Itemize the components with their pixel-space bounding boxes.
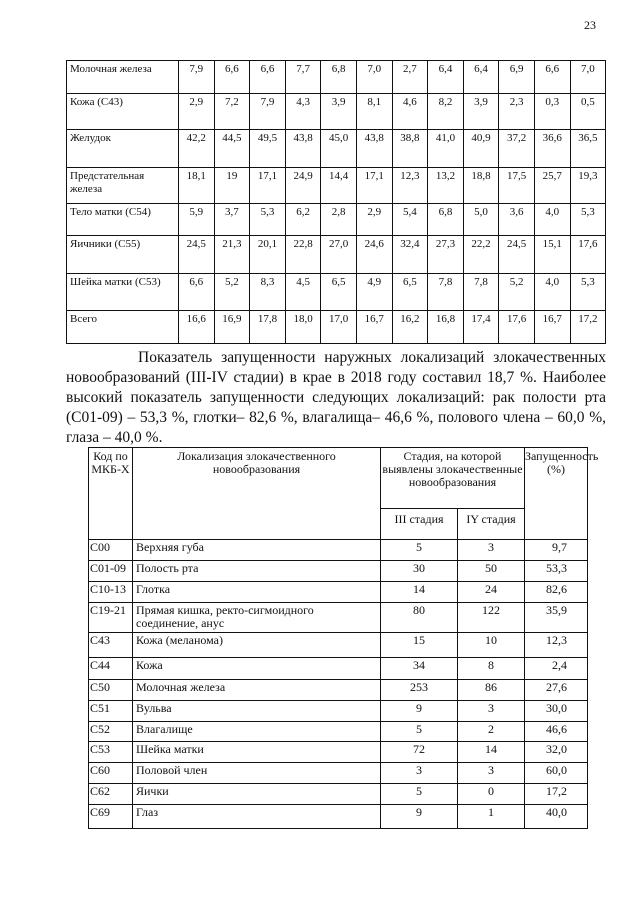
localization-cell: Влагалище	[133, 722, 381, 742]
cell-value: 43,8	[285, 130, 321, 168]
cell-value: 45,0	[321, 130, 357, 168]
table-row	[89, 722, 588, 742]
cell-value: 17,1	[250, 168, 286, 204]
neglect-cell: 12,3	[525, 633, 588, 658]
neglect-cell: 35,9	[525, 603, 588, 633]
table-row	[67, 274, 606, 311]
cell-value: 5,3	[250, 204, 286, 236]
cell-value: 2,8	[321, 204, 357, 236]
cell-value: 7,0	[570, 61, 606, 94]
cell-value: 4,9	[356, 274, 392, 311]
code-cell: С00	[89, 540, 133, 561]
cell-value: 6,4	[428, 61, 464, 94]
cell-value: 16,6	[179, 311, 215, 344]
cell-value: 25,7	[534, 168, 570, 204]
header-stage-3: III стадия	[381, 509, 458, 540]
cell-value: 24,5	[179, 236, 215, 274]
stage-3-cell: 34	[381, 658, 458, 680]
localization-cell: Молочная железа	[133, 680, 381, 701]
cell-value: 4,0	[534, 204, 570, 236]
row-label: Тело матки (С54)	[67, 204, 179, 236]
cell-value: 17,2	[570, 311, 606, 344]
cell-value: 6,9	[499, 61, 535, 94]
neglect-cell: 40,0	[525, 805, 588, 829]
neglect-cell: 30,0	[525, 701, 588, 722]
cell-value: 17,4	[463, 311, 499, 344]
neglect-cell: 82,6	[525, 582, 588, 603]
table-row	[89, 701, 588, 722]
cell-value: 5,0	[463, 204, 499, 236]
cell-value: 4,3	[285, 94, 321, 130]
cell-value: 15,1	[534, 236, 570, 274]
code-cell: С10-13	[89, 582, 133, 603]
table-row	[89, 540, 588, 561]
neglect-cell: 2,4	[525, 658, 588, 680]
cell-value: 5,2	[499, 274, 535, 311]
code-cell: С69	[89, 805, 133, 829]
row-label: Желудок	[67, 130, 179, 168]
cell-value: 16,7	[534, 311, 570, 344]
localization-table	[88, 447, 599, 829]
page-number: 23	[584, 18, 596, 32]
table-row	[89, 582, 588, 603]
code-cell: С52	[89, 722, 133, 742]
neglect-cell: 27,6	[525, 680, 588, 701]
cell-value: 7,7	[285, 61, 321, 94]
cell-value: 7,8	[463, 274, 499, 311]
cell-value: 7,9	[250, 94, 286, 130]
stage-3-cell: 30	[381, 561, 458, 582]
cell-value: 8,3	[250, 274, 286, 311]
cell-value: 17,1	[356, 168, 392, 204]
cell-value: 32,4	[392, 236, 428, 274]
neglect-cell: 60,0	[525, 763, 588, 784]
cell-value: 40,9	[463, 130, 499, 168]
cell-value: 2,7	[392, 61, 428, 94]
header-localization: Локализация злокачественного новообразования	[133, 448, 381, 540]
cell-value: 14,4	[321, 168, 357, 204]
neglect-cell: 53,3	[525, 561, 588, 582]
cell-value: 5,2	[214, 274, 250, 311]
stage-3-cell: 9	[381, 805, 458, 829]
cell-value: 4,0	[534, 274, 570, 311]
table-row	[89, 805, 588, 829]
cell-value: 17,5	[499, 168, 535, 204]
stage-4-cell: 50	[458, 561, 525, 582]
code-cell: С51	[89, 701, 133, 722]
table-row	[89, 561, 588, 582]
cell-value: 6,8	[428, 204, 464, 236]
table-row	[89, 658, 588, 680]
cell-value: 3,7	[214, 204, 250, 236]
stage-3-cell: 253	[381, 680, 458, 701]
cell-value: 0,5	[570, 94, 606, 130]
stage-4-cell: 14	[458, 742, 525, 763]
table-row	[67, 61, 606, 94]
cell-value: 20,1	[250, 236, 286, 274]
stage-3-cell: 14	[381, 582, 458, 603]
cell-value: 41,0	[428, 130, 464, 168]
stage-4-cell: 86	[458, 680, 525, 701]
cell-value: 38,8	[392, 130, 428, 168]
stage-3-cell: 15	[381, 633, 458, 658]
stage-4-cell: 3	[458, 540, 525, 561]
row-label: Яичники (С55)	[67, 236, 179, 274]
neglect-cell: 46,6	[525, 722, 588, 742]
cell-value: 6,2	[285, 204, 321, 236]
cell-value: 2,9	[179, 94, 215, 130]
cell-value: 2,9	[356, 204, 392, 236]
neglect-cell: 9,7	[525, 540, 588, 561]
stage-3-cell: 5	[381, 784, 458, 805]
header-stage-4: IY стадия	[458, 509, 525, 540]
table-row	[89, 680, 588, 701]
cell-value: 18,1	[179, 168, 215, 204]
stage-4-cell: 0	[458, 784, 525, 805]
localization-cell: Кожа (меланома)	[133, 633, 381, 658]
localization-cell: Шейка матки	[133, 742, 381, 763]
cell-value: 7,0	[356, 61, 392, 94]
cell-value: 5,3	[570, 274, 606, 311]
table-row	[67, 94, 606, 130]
localization-cell: Полость рта	[133, 561, 381, 582]
cell-value: 43,8	[356, 130, 392, 168]
cell-value: 17,0	[321, 311, 357, 344]
cell-value: 3,6	[499, 204, 535, 236]
table-row	[67, 130, 606, 168]
cell-value: 12,3	[392, 168, 428, 204]
cell-value: 18,8	[463, 168, 499, 204]
code-cell: С50	[89, 680, 133, 701]
cell-value: 6,6	[214, 61, 250, 94]
table-row	[89, 742, 588, 763]
table-row	[89, 784, 588, 805]
cell-value: 19,3	[570, 168, 606, 204]
table-row	[67, 204, 606, 236]
code-cell: С44	[89, 658, 133, 680]
row-label: Шейка матки (С53)	[67, 274, 179, 311]
stage-4-cell: 10	[458, 633, 525, 658]
table-row	[67, 311, 606, 344]
paragraph-text: Показатель запущенности наружных локализаций злокачественных новообразований (III-IV стадии) в крае в 2018 году составил 18,7 %. Наиболее высокий показатель запущенности следующих локализаций: рак полости рта (С01-09) – 53,3 %, глотки– 82,6 %, влагалища– 46,6 %, полового члена – 60,0 %, глаза – 40,0 %.	[66, 349, 606, 446]
neglect-cell: 17,2	[525, 784, 588, 805]
cell-value: 16,8	[428, 311, 464, 344]
header-code: Код по МКБ-Х	[89, 448, 133, 540]
stage-4-cell: 122	[458, 603, 525, 633]
header-stage: Стадия, на которой выявлены злокачественные новообразования	[381, 448, 525, 509]
cell-value: 18,0	[285, 311, 321, 344]
cell-value: 17,8	[250, 311, 286, 344]
table-row	[67, 236, 606, 274]
stage-4-cell: 24	[458, 582, 525, 603]
localization-cell: Верхняя губа	[133, 540, 381, 561]
stage-3-cell: 80	[381, 603, 458, 633]
cell-value: 17,6	[499, 311, 535, 344]
cell-value: 5,9	[179, 204, 215, 236]
cell-value: 24,9	[285, 168, 321, 204]
cell-value: 7,2	[214, 94, 250, 130]
row-label: Кожа (С43)	[67, 94, 179, 130]
localization-cell: Кожа	[133, 658, 381, 680]
cell-value: 5,4	[392, 204, 428, 236]
cell-value: 16,9	[214, 311, 250, 344]
cell-value: 7,8	[428, 274, 464, 311]
cell-value: 49,5	[250, 130, 286, 168]
cell-value: 6,6	[179, 274, 215, 311]
cell-value: 16,2	[392, 311, 428, 344]
cell-value: 8,1	[356, 94, 392, 130]
row-label: Всего	[67, 311, 179, 344]
stage-3-cell: 5	[381, 540, 458, 561]
localization-cell: Прямая кишка, ректо-сигмоидного соединение, анус	[133, 603, 381, 633]
stage-3-cell: 3	[381, 763, 458, 784]
localization-cell: Глотка	[133, 582, 381, 603]
cell-value: 36,5	[570, 130, 606, 168]
cell-value: 3,9	[321, 94, 357, 130]
code-cell: С62	[89, 784, 133, 805]
cell-value: 5,3	[570, 204, 606, 236]
code-cell: С53	[89, 742, 133, 763]
cell-value: 42,2	[179, 130, 215, 168]
cell-value: 21,3	[214, 236, 250, 274]
table-row	[89, 763, 588, 784]
cell-value: 6,6	[534, 61, 570, 94]
localization-cell: Глаз	[133, 805, 381, 829]
cell-value: 6,6	[250, 61, 286, 94]
stage-3-cell: 5	[381, 722, 458, 742]
cell-value: 16,7	[356, 311, 392, 344]
cell-value: 37,2	[499, 130, 535, 168]
code-cell: С01-09	[89, 561, 133, 582]
cell-value: 44,5	[214, 130, 250, 168]
stage-3-cell: 72	[381, 742, 458, 763]
cell-value: 6,8	[321, 61, 357, 94]
cell-value: 19	[214, 168, 250, 204]
incidence-table	[66, 60, 606, 344]
stage-4-cell: 2	[458, 722, 525, 742]
localization-cell: Яички	[133, 784, 381, 805]
table-row	[89, 633, 588, 658]
cell-value: 6,5	[321, 274, 357, 311]
cell-value: 4,5	[285, 274, 321, 311]
cell-value: 6,5	[392, 274, 428, 311]
stage-4-cell: 8	[458, 658, 525, 680]
neglect-cell: 32,0	[525, 742, 588, 763]
row-label: Молочная железа	[67, 61, 179, 94]
code-cell: С19-21	[89, 603, 133, 633]
cell-value: 7,9	[179, 61, 215, 94]
cell-value: 0,3	[534, 94, 570, 130]
cell-value: 6,4	[463, 61, 499, 94]
cell-value: 13,2	[428, 168, 464, 204]
neglect-paragraph	[66, 348, 606, 448]
cell-value: 24,5	[499, 236, 535, 274]
cell-value: 17,6	[570, 236, 606, 274]
cell-value: 4,6	[392, 94, 428, 130]
header-neglect: Запущенность (%)	[525, 448, 588, 540]
code-cell: С43	[89, 633, 133, 658]
cell-value: 27,0	[321, 236, 357, 274]
stage-3-cell: 9	[381, 701, 458, 722]
code-cell: С60	[89, 763, 133, 784]
cell-value: 8,2	[428, 94, 464, 130]
cell-value: 27,3	[428, 236, 464, 274]
localization-cell: Половой член	[133, 763, 381, 784]
stage-4-cell: 3	[458, 701, 525, 722]
stage-4-cell: 1	[458, 805, 525, 829]
cell-value: 22,8	[285, 236, 321, 274]
localization-cell: Вульва	[133, 701, 381, 722]
stage-4-cell: 3	[458, 763, 525, 784]
cell-value: 36,6	[534, 130, 570, 168]
table-row	[67, 168, 606, 204]
cell-value: 3,9	[463, 94, 499, 130]
cell-value: 2,3	[499, 94, 535, 130]
row-label: Предстательная железа	[67, 168, 179, 204]
cell-value: 24,6	[356, 236, 392, 274]
cell-value: 22,2	[463, 236, 499, 274]
table-row	[89, 603, 588, 633]
